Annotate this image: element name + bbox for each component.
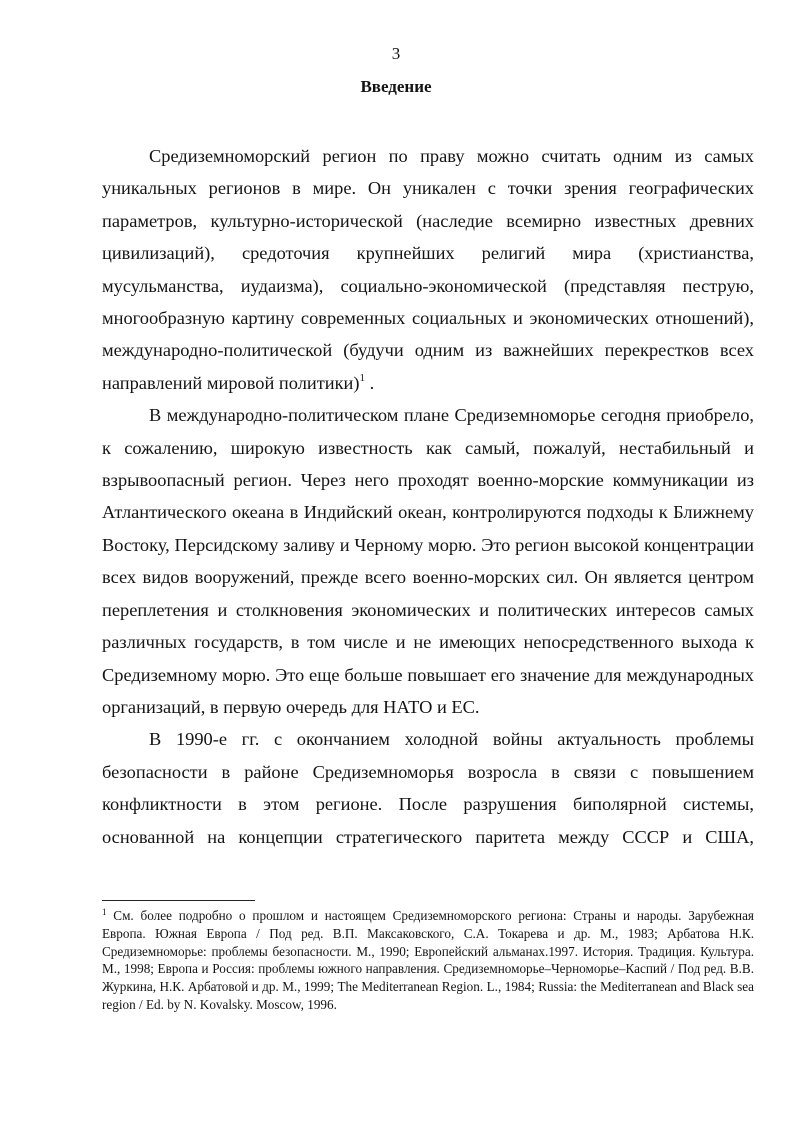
page-heading: Введение: [360, 77, 432, 96]
paragraph-2: [102, 399, 754, 723]
paragraph-3: [102, 723, 754, 853]
paragraph-1-tail: .: [365, 372, 375, 393]
paragraph-3-text: В 1990-е гг. с окончанием холодной войны актуальность проблемы безопасности в районе Средиземноморья возросла в связи с повышением конфликтности в этом регионе. После разрушения биполярной системы, основанной на концепции стратегического паритета между СССР и США,: [102, 729, 754, 847]
paragraph-2-text: В международно-политическом плане Средиземноморье сегодня приобрело, к сожалению, широкую известность как самый, пожалуй, нестабильный и взрывоопасный регион. Через него проходят военно-морские коммуникации из Атлантического океана в Индийский океан, контролируются подходы к Ближнему Востоку, Персидскому заливу и Черному морю. Это регион высокой концентрации всех видов вооружений, прежде всего военно-морских сил. Он является центром переплетения и столкновения экономических и политических интересов самых различных государств, в том числе и не имеющих непосредственного выхода к Средиземному морю. Это еще больше повышает его значение для международных организаций, в первую очередь для НАТО и ЕС.: [102, 405, 754, 717]
paragraph-1: [102, 140, 754, 399]
footnote: [102, 907, 754, 1014]
footnote-text: См. более подробно о прошлом и настоящем Средиземноморского региона: Страны и народы. Зарубежная Европа. Южная Европа / Под ред. В.П. Максаковского, С.А. Токарева и др. М., 1983; Арбатова Н.К. Средиземноморье: проблемы безопасности. М., 1990; Европейский альманах.1997. История. Традиция. Культура. М., 1998; Европа и Россия: проблемы южного направления. Средиземноморье–Черноморье–Каспий / Под ред. В.В. Журкина, Н.К. Арбатовой и др. М., 1999; The Mediterranean Region. L., 1984; Russia: the Mediterranean and Black sea region / Ed. by N. Kovalsky. Moscow, 1996.: [102, 908, 754, 1012]
footnote-marker: 1: [102, 907, 107, 917]
page-number: 3: [391, 44, 401, 63]
footnote-separator: [102, 900, 255, 901]
paragraph-1-text: Средиземноморский регион по праву можно считать одним из самых уникальных регионов в мире. Он уникален с точки зрения географических параметров, культурно-исторической (наследие всемирно известных древних цивилизаций), средоточия крупнейших религий мира (христианства, мусульманства, иудаизма), социально-экономической (представляя пеструю, многообразную картину современных социальных и экономических отношений), международно-политической (будучи одним из важнейших перекрестков всех направлений мировой политики): [102, 146, 754, 393]
body-text: [102, 140, 754, 853]
footnote-reference[interactable]: 1: [359, 371, 366, 384]
